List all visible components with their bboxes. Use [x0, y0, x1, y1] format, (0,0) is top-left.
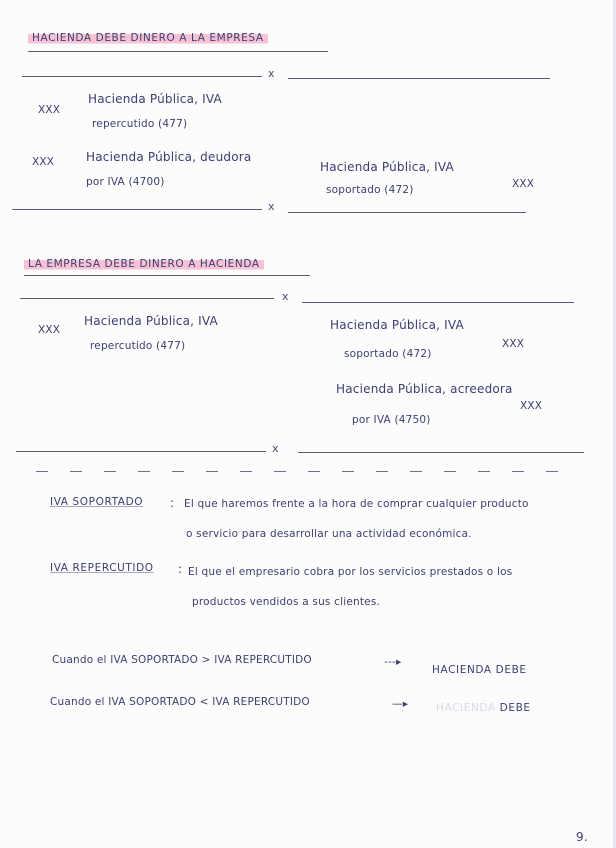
- section1-bottom-x: x: [268, 200, 275, 213]
- definition-2-text: El que el empresario cobra por los servicios prestados o los: [188, 566, 513, 578]
- section2-debit-1-account-line2: repercutido (477): [90, 340, 186, 352]
- rule-1-result: [432, 664, 527, 676]
- section2-credit-2-amount: XXX: [520, 400, 543, 412]
- section1-debit-2-amount: XXX: [32, 156, 55, 168]
- definition-2-colon: :: [178, 562, 183, 576]
- rule-2-result: [436, 702, 531, 714]
- section1-title-underline: [28, 51, 328, 52]
- section1-debit-2-account-line2: por IVA (4700): [86, 176, 165, 188]
- rule-1-result-word2: DEBE: [495, 664, 527, 676]
- section2-credit-2-account: Hacienda Pública, acreedora: [336, 382, 513, 396]
- section2-debit-1-account: Hacienda Pública, IVA: [84, 314, 218, 328]
- section1-top-rule-right: [288, 78, 550, 79]
- section2-top-x: x: [282, 290, 289, 303]
- section2-title-underline: [24, 275, 310, 276]
- section2-debit-1-amount: XXX: [38, 324, 61, 336]
- section1-credit-1-account-line2: soportado (472): [326, 184, 414, 196]
- page-number: 9.: [576, 830, 588, 844]
- section2-credit-1-account: Hacienda Pública, IVA: [330, 318, 464, 332]
- section1-top-x: x: [268, 67, 275, 80]
- section2-title: [24, 258, 264, 270]
- rule-2-text: Cuando el IVA SOPORTADO < IVA REPERCUTIDO: [50, 696, 310, 708]
- section1-credit-1-account: Hacienda Pública, IVA: [320, 160, 454, 174]
- definition-1-colon: :: [170, 496, 175, 510]
- section1-debit-1-account-line2: repercutido (477): [92, 118, 188, 130]
- section2-bottom-rule-left: [16, 451, 266, 452]
- section2-top-rule-right: [302, 302, 574, 303]
- definition-1-text: El que haremos frente a la hora de comprar cualquier producto: [184, 498, 529, 510]
- section2-title-text: LA EMPRESA DEBE DINERO A HACIENDA: [24, 257, 264, 271]
- section2-bottom-x: x: [272, 442, 279, 455]
- section2-credit-1-account-line2: soportado (472): [344, 348, 432, 360]
- section2-bottom-rule-right: [298, 452, 584, 453]
- section1-bottom-rule-left: [12, 209, 262, 210]
- section2-top-rule-left: [20, 298, 274, 299]
- section1-top-rule-left: [22, 76, 262, 77]
- definition-1-term: IVA SOPORTADO: [50, 496, 144, 508]
- section2-credit-2-account-line2: por IVA (4750): [352, 414, 431, 426]
- section1-bottom-rule-right: [288, 212, 526, 213]
- section1-credit-1-amount: XXX: [512, 178, 535, 190]
- section1-title-text: HACIENDA DEBE DINERO A LA EMPRESA: [28, 31, 268, 45]
- definition-2-term: IVA REPERCUTIDO: [50, 562, 154, 574]
- rule-2-arrow-icon: —▸: [392, 698, 409, 710]
- definition-1-text-line2: o servicio para desarrollar una actividad económica.: [186, 528, 472, 540]
- section1-debit-1-amount: XXX: [38, 104, 61, 116]
- section1-title: [28, 32, 268, 44]
- rule-1-result-word1: HACIENDA: [432, 664, 492, 676]
- rule-2-result-word1: HACIENDA: [436, 702, 496, 714]
- rule-1-arrow-icon: ---▸: [384, 656, 402, 668]
- section2-credit-1-amount: XXX: [502, 338, 525, 350]
- section1-debit-2-account: Hacienda Pública, deudora: [86, 150, 252, 164]
- section1-debit-1-account: Hacienda Pública, IVA: [88, 92, 222, 106]
- rule-2-result-word2: DEBE: [499, 702, 531, 714]
- definition-2-text-line2: productos vendidos a sus clientes.: [192, 596, 381, 608]
- rule-1-text: Cuando el IVA SOPORTADO > IVA REPERCUTIDO: [52, 654, 312, 666]
